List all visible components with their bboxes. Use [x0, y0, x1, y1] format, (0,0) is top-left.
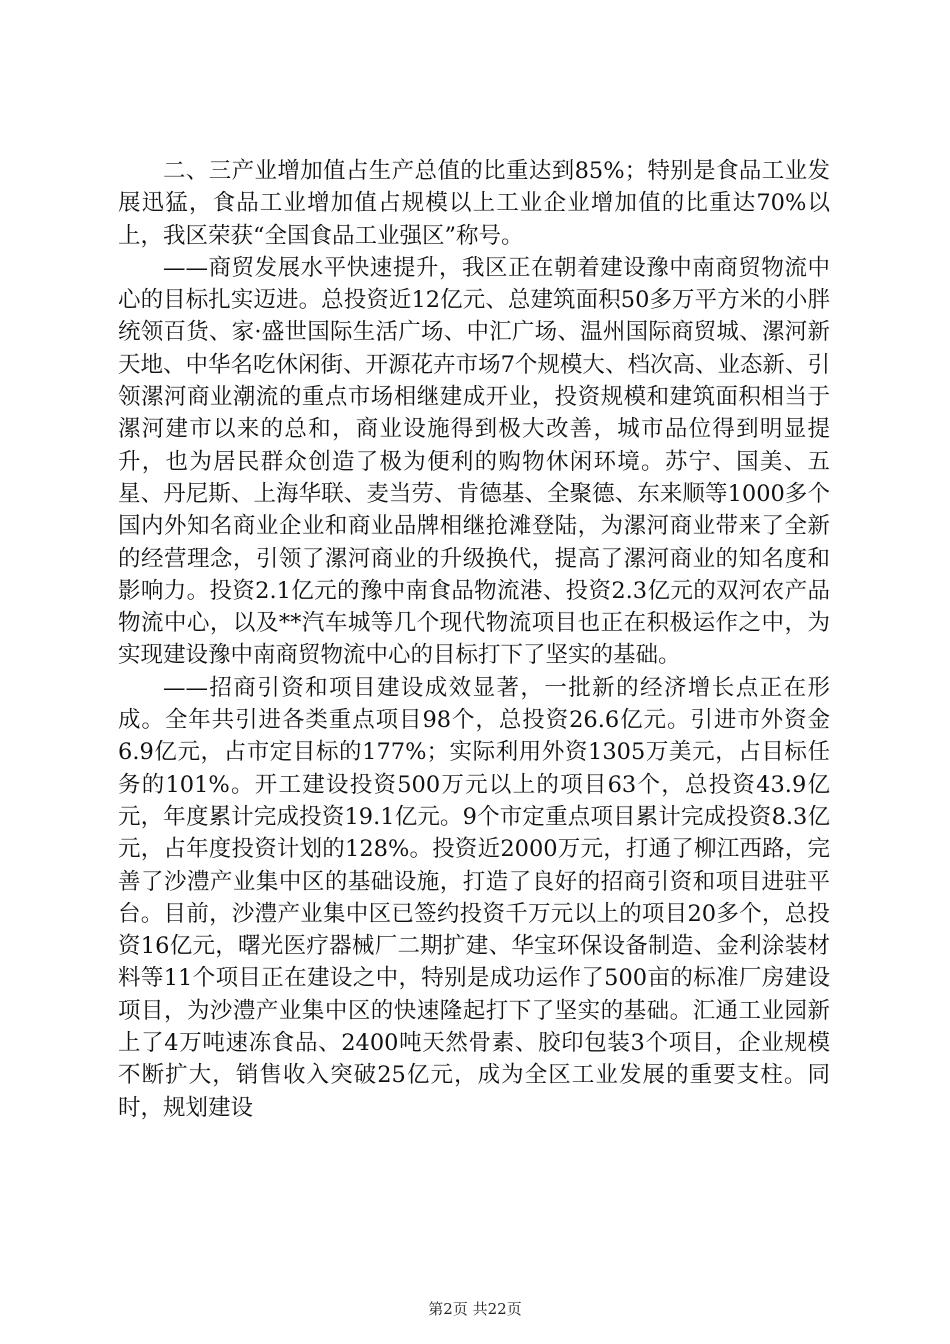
paragraph-industry-share: 二、三产业增加值占生产总值的比重达到85%；特别是食品工业发展迅猛，食品工业增加值占规模以上工业企业增加值的比重达70%以上，我区荣获“全国食品工业强区”称号。 — [118, 158, 830, 249]
paragraph-investment-projects: ——招商引资和项目建设成效显著，一批新的经济增长点正在形成。全年共引进各类重点项目98个，总投资26.6亿元。引进市外资金6.9亿元，占市定目标的177%；实际利用外资1305万美元，占目标任务的101%。开工建设投资500万元以上的项目63个，总投资43.9亿元，年度累计完成投资19.1亿元。9个市定重点项目累计完成投资8.3亿元，占年度投资计划的128%。投资近2000万元，打通了柳江西路，完善了沙澧产业集中区的基础设施，打造了良好的招商引资和项目进驻平台。目前，沙澧产业集中区已签约投资千万元以上的项目20多个，总投资16亿元，曙光医疗器械厂二期扩建、华宝环保设备制造、金利涂装材料等11个项目正在建设之中，特别是成功运作了500亩的标准厂房建设项目，为沙澧产业集中区的快速隆起打下了坚实的基础。汇通工业园新上了4万吨速冻食品、2400吨天然骨素、胶印包装3个项目，企业规模不断扩大，销售收入突破25亿元，成为全区工业发展的重要支柱。同时，规划建设 — [118, 674, 830, 1121]
page-number-footer: 第2页 共22页 — [428, 1300, 522, 1318]
paragraph-commerce-development: ——商贸发展水平快速提升，我区正在朝着建设豫中南商贸物流中心的目标扎实迈进。总投资近12亿元、总建筑面积50多万平方米的小胖统领百货、家·盛世国际生活广场、中汇广场、温州国际商贸城、漯河新天地、中华名吃休闲街、开源花卉市场7个规模大、档次高、业态新、引领漯河商业潮流的重点市场相继建成开业，投资规模和建筑面积相当于漯河建市以来的总和，商业设施得到极大改善，城市品位得到明显提升，也为居民群众创造了极为便利的购物休闲环境。苏宁、国美、五星、丹尼斯、上海华联、麦当劳、肯德基、全聚德、东来顺等1000多个国内外知名商业企业和商业品牌相继抢滩登陆，为漯河商业带来了全新的经营理念，引领了漯河商业的升级换代，提高了漯河商业的知名度和影响力。投资2.1亿元的豫中南食品物流港、投资2.3亿元的双河农产品物流中心，以及**汽车城等几个现代物流项目也正在积极运作之中，为实现建设豫中南商贸物流中心的目标打下了坚实的基础。 — [118, 254, 830, 669]
body-text — [118, 155, 830, 1124]
